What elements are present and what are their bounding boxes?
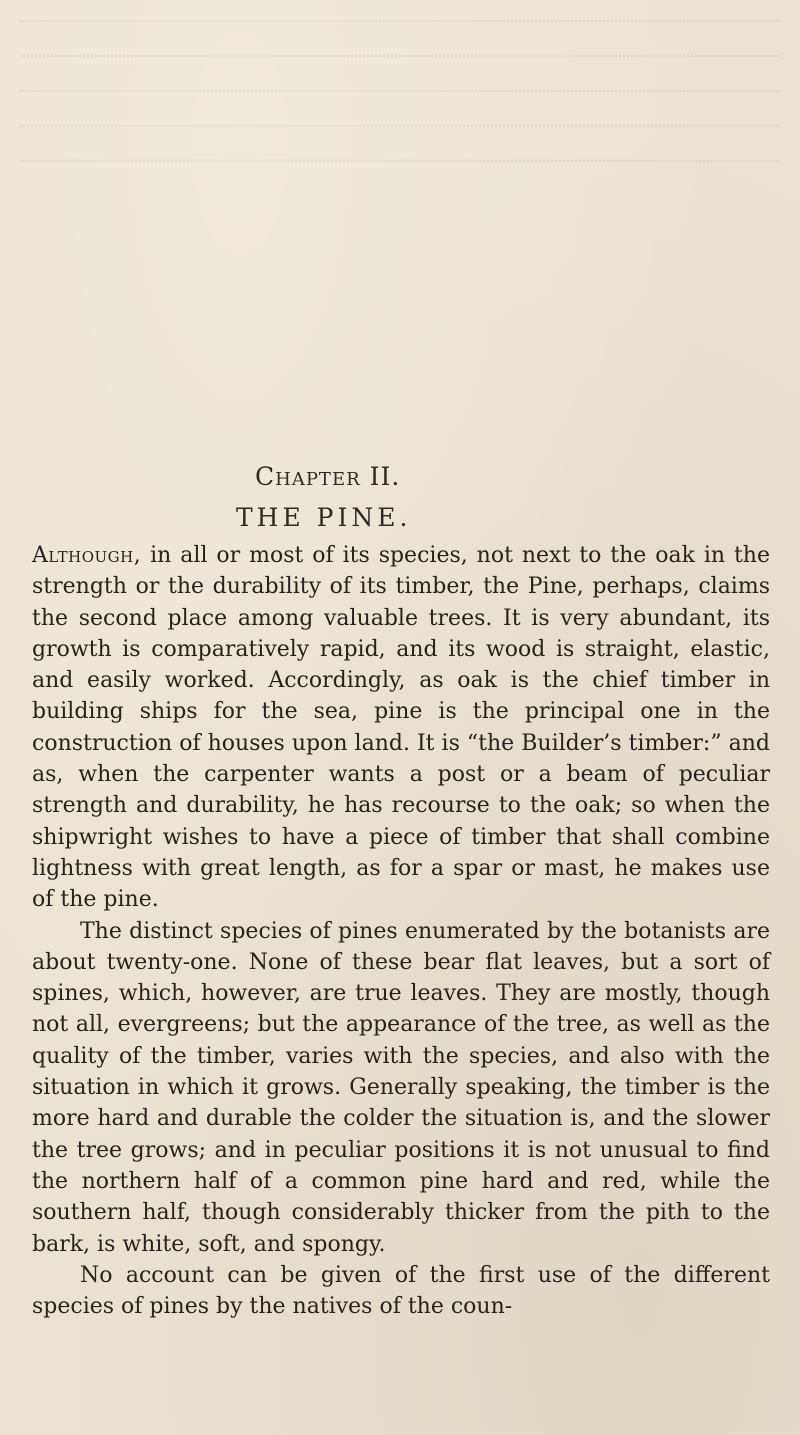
paragraph-2 <box>32 916 770 1260</box>
paragraph-lead-word: Although, <box>32 543 142 568</box>
paragraph-1 <box>32 540 770 916</box>
paragraph-text: The distinct species of pines enumerated by the botanists are about twenty-one. None of these bear flat leaves, but a sort of spines, which, however, are true leaves. They are mostly, though not all, evergreens; but the appearance of the tree, as well as the quality of the timber, varies with the species, and also with the situation in which it grows. Generally speaking, the timber is the more hard and durable the colder the situation is, and the slower the tree grows; and in peculiar positions it is not unusual to find the northern half of a common pine hard and red, while the southern half, though considerably thicker from the pith to the bark, is white, soft, and spongy. <box>32 918 770 1257</box>
show-through-text <box>0 0 800 190</box>
chapter-body <box>32 540 770 1322</box>
paragraph-3 <box>32 1260 770 1323</box>
chapter-label: Chapter II. <box>255 462 401 491</box>
chapter-title: THE PINE. <box>236 503 412 532</box>
paragraph-text: in all or most of its species, not next to the oak in the strength or the durability of its timber, the Pine, perhaps, claims the second place among valuable trees. It is very abundant, its growth is comparatively rapid, and its wood is straight, elastic, and easily worked. Accordingly, as oak is the chief timber in building ships for the sea, pine is the principal one in the construction of houses upon land. It is “the Builder’s timber:” and as, when the carpenter wants a post or a beam of peculiar strength and durability, he has recourse to the oak; so when the shipwright wishes to have a piece of timber that shall combine lightness with great length, as for a spar or mast, he makes use of the pine. <box>32 543 770 913</box>
paragraph-text: No account can be given of the first use of the different species of pines by the natives of the coun- <box>32 1262 770 1320</box>
